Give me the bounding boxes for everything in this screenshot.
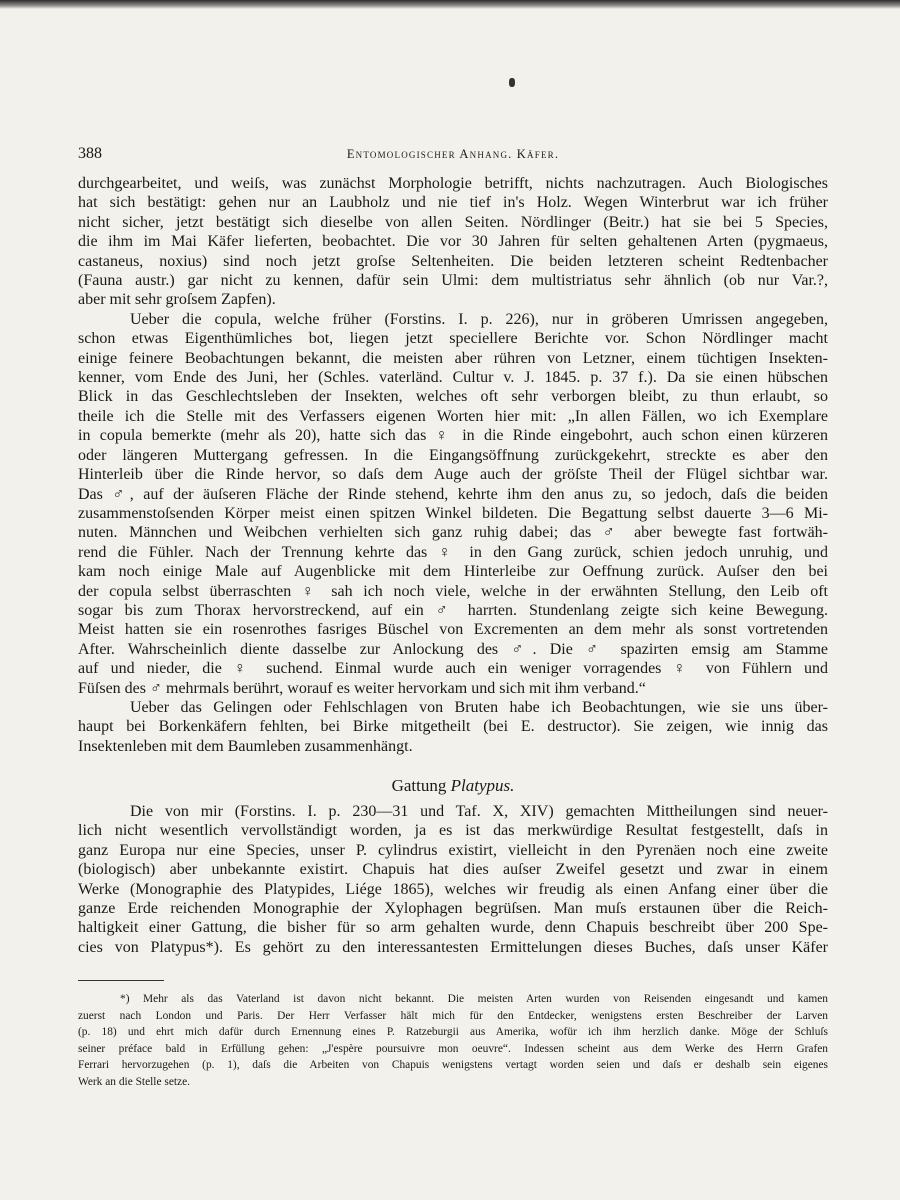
text-line: lich nicht wesentlich vervollständigt worden, ja es ist das merkwürdige Resultat festgestellt, daſs in [78,822,828,840]
text-line: nicht sicher, jetzt bestätigt sich dieselbe von allen Seiten. Nördlinger (Beitr.) hat sie bei 5 Species, [78,213,828,231]
text-line: After. Wahrscheinlich diente dasselbe zur Anlockung des ♂. Die ♂ spazirten emsig am Stamme [78,640,828,658]
text-line: kam noch einige Male auf Augenblicke mit dem Hinterleibe zur Oeffnung zurück. Auſser den bei [78,563,828,581]
footnote [78,991,828,1090]
text-line: Blick in das Geschlechtsleben der Insekten, welches oft sehr verborgen bleibt, zu thun erlaubt, so [78,388,828,406]
running-title: Entomologischer Anhang. Käfer. [346,147,560,161]
main-text [78,174,828,756]
footnote-line: Ferrari hervorzugehen (p. 1), daſs die Arbeiten von Chapuis wenigstens vertagt worden seien und daſs er deshalb sein eigenes [78,1059,828,1071]
text-line: Werke (Monographie des Platypides, Liége 1865), welches wir freudig als einen Anfang einer über die [78,880,828,898]
page-header [78,145,828,165]
scan-top-edge [0,0,900,9]
paragraph-platypus [78,802,828,957]
heading-prefix: Gattung [391,776,447,795]
footnote-line: *) Mehr als das Vaterland ist davon nicht bekannt. Die meisten Arten wurden von Reisenden eingesandt und kamen [120,993,828,1005]
page-number: 388 [78,145,102,162]
footnote-rule [78,980,164,981]
text-line: der copula selbst überraschten ♀ sah ich noch viele, welche in der erwähnten Stellung, den Leib oft [78,582,828,600]
footnote-line: Werk an die Stelle setze. [78,1075,190,1088]
text-line: Das ♂, auf der äuſseren Fläche der Rinde stehend, kehrte ihm den anus zu, so jedoch, daſs die beiden [78,485,828,503]
text-line: haltigkeit einer Gattung, die bisher für so arm gehalten wurde, denn Chapuis beschreibt über 200 Spe- [78,919,828,937]
text-line: Die von mir (Forstins. I. p. 230—31 und Taf. X, XIV) gemachten Mittheilungen sind neuer- [130,803,828,820]
section-platypus-text [78,802,828,957]
text-line: rend die Fühler. Nach der Trennung kehrte das ♀ in den Gang zurück, schien jedoch unruhig, und [78,543,828,561]
text-line: Ueber die copula, welche früher (Forstins. I. p. 226), nur in gröberen Umrissen angegeben, [130,310,828,328]
text-line: auf und nieder, die ♀ suchend. Einmal wurde auch ein weniger vorragendes ♀ von Fühlern und [78,660,828,678]
paragraph-bruten [78,698,828,756]
text-line: Ueber das Gelingen oder Fehlschlagen von Bruten habe ich Beobachtungen, wie sie uns über- [130,698,828,716]
heading-genus: Platypus. [450,776,515,795]
text-line: die ihm im Mai Käfer lieferten, beobachtet. Die vor 30 Jahren für selten gehaltenen Arten (pygmaeus, [78,233,828,251]
text-line: sogar bis zum Thorax hervorstreckend, auf ein ♂ harrten. Stundenlang zeigte sich keine Bewegung. [78,601,828,619]
ink-speck [509,78,515,87]
text-line: (Fauna austr.) gar nicht zu kennen, dafür sein Ulmi: dem multistriatus sehr ähnlich (ob nur Var.?, [78,272,828,290]
paragraph-morphology [78,174,828,310]
text-line: zusammenstoſsenden Körper meist einen spitzen Winkel bildeten. Die Begattung selbst dauerte 3—6 Mi- [78,504,828,522]
footnote-line: zuerst nach London und Paris. Der Herr Verfasser hält mich für den Entdecker, wenigstens ersten Beschreiber der Larven [78,1009,828,1022]
text-line: einige feinere Beobachtungen bekannt, die meisten aber rühren von Letzner, einem tüchtigen Insekten- [78,349,828,367]
text-line: theile ich die Stelle mit des Verfassers eigenen Worten hier mit: „In allen Fällen, wo ich Exemplare [78,407,828,425]
footnote-line: seiner préface bald in Erfüllung gehen: „J'espère poursuivre mon oeuvre“. Indessen scheint aus dem Werke des Herrn Grafen [78,1042,828,1055]
text-line: cies von Platypus*). Es gehört zu den interessantesten Ermittelungen dieses Buches, daſs unser Käfer [78,938,828,956]
text-line: ganz Europa nur eine Species, unser P. cylindrus existirt, vielleicht in den Pyrenäen noch eine zweite [78,841,828,859]
text-line: haupt bei Borkenkäfern fehlten, bei Birke mitgetheilt (bei E. destructor). Sie zeigen, wie innig das [78,718,828,736]
text-line: ganze Erde reichenden Monographie der Xylophagen begrüſsen. Man muſs erstaunen über die Reich- [78,900,828,918]
text-line: schon etwas Eigenthümliches bot, liegen jetzt speciellere Berichte vor. Schon Nördlinger macht [78,330,828,348]
text-line: (biologisch) aber unbekannte existirt. Chapuis hat dies auſser Zweifel gesetzt und zwar in einem [78,861,828,879]
section-heading [78,776,828,796]
text-line: Füſsen des ♂ mehrmals berührt, worauf es weiter hervorkam und sich mit ihm verband.“ [78,679,646,697]
text-line: Hinterleib über die Rinde hervor, so daſs dem Auge auch der gröſste Theil der Flügel sichtbar war. [78,466,828,484]
text-line: nuten. Männchen und Weibchen verhielten sich ganz ruhig dabei; das ♂ aber bewegte fast fortwäh- [78,524,828,542]
text-line: aber mit sehr groſsem Zapfen). [78,291,276,309]
text-line: in copula bemerkte (mehr als 20), hatte sich das ♀ in die Rinde eingebohrt, auch schon einen kürzeren [78,427,828,445]
text-line: castaneus, noxius) sind noch jetzt groſse Seltenheiten. Die beiden letzteren scheint Redtenbacher [78,252,828,270]
text-line: Meist hatten sie ein rosenrothes fasriges Büschel von Excrementen an dem mehr als sonst vortretenden [78,621,828,639]
text-line: durchgearbeitet, und weiſs, was zunächst Morphologie betrifft, nichts nachzutragen. Auch Biologisches [78,175,828,192]
text-line: oder längeren Muttergang gefressen. In die Eingangsöffnung zurückgekehrt, streckte es aber den [78,446,828,464]
text-line: kenner, vom Ende des Juni, her (Schles. vaterländ. Cultur v. J. 1845. p. 37 f.). Da sie einen hübschen [78,369,828,387]
footnote-line: (p. 18) und ehrt mich dafür durch Ernennung eines P. Ratzeburgii aus Amerika, wofür ich ihm herzlich danke. Möge der Schluſs [78,1026,828,1038]
text-line: Insektenleben mit dem Baumleben zusammenhängt. [78,737,413,755]
paragraph-copula [78,310,828,698]
text-line: hat sich bestätigt: gehen nur an Laubholz und nie tief in's Holz. Wegen Winterbrut war ich früher [78,194,828,212]
